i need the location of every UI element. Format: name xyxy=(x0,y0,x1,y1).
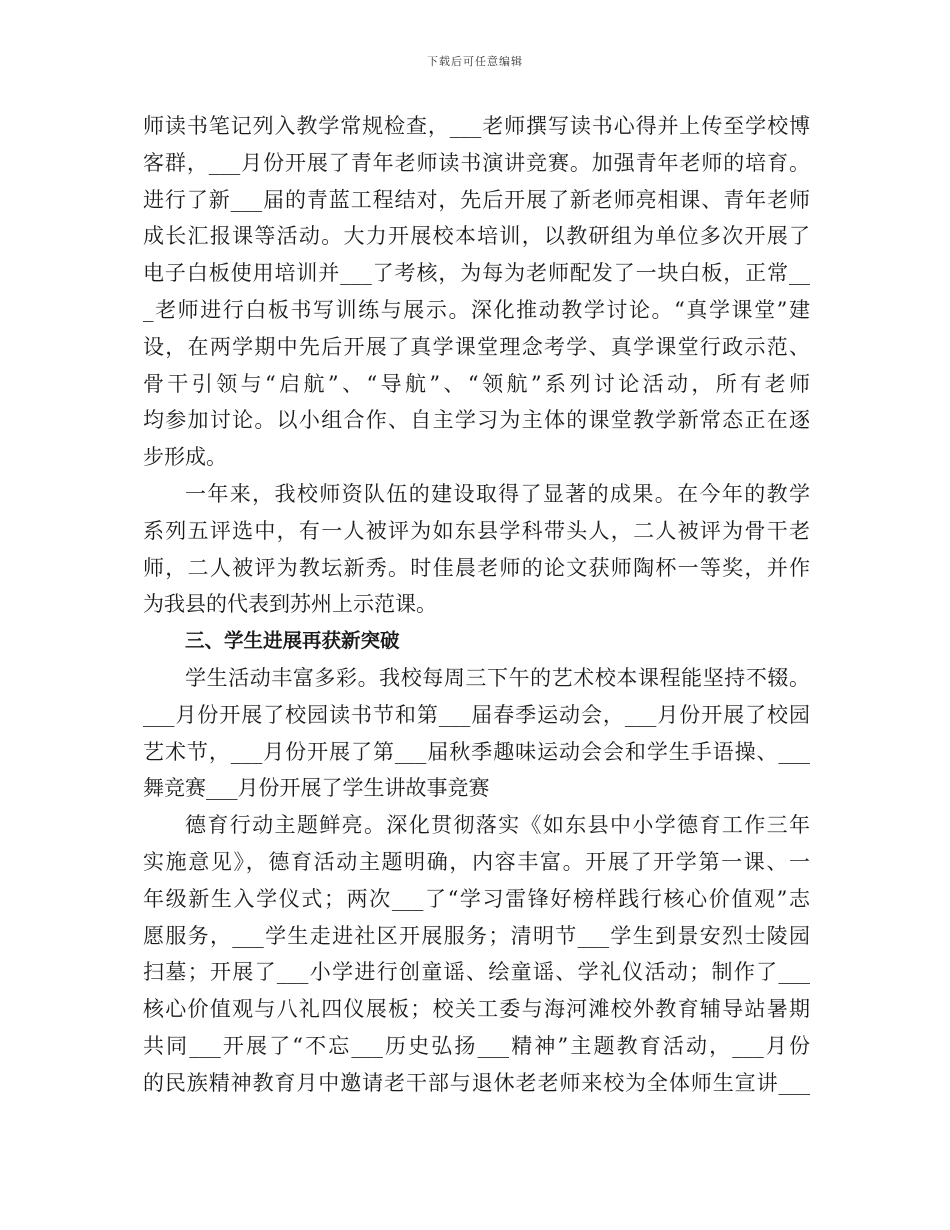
text-line: 共同___开展了“不忘___历史弘扬___精神”主题教育活动，___月份 xyxy=(143,1033,810,1058)
text-line: 的民族精神教育月中邀请老干部与退休老老师来校为全体师生宣讲___ xyxy=(143,1070,810,1095)
paragraph xyxy=(143,476,810,623)
text-line: 扫墓；开展了___小学进行创童谣、绘童谣、学礼仪活动；制作了___ xyxy=(143,960,810,985)
paragraph xyxy=(143,660,810,807)
text-line: 年级新生入学仪式；两次___了“学习雷锋好榜样践行核心价值观”志 xyxy=(143,886,810,911)
paragraph xyxy=(143,108,810,476)
text-line: 核心价值观与八礼四仪展板；校关工委与海河滩校外教育辅导站暑期 xyxy=(143,997,810,1022)
text-line: 学生活动丰富多彩。我校每周三下午的艺术校本课程能坚持不辍。 xyxy=(185,665,810,690)
document-body xyxy=(143,108,810,1102)
text-line: 客群，___月份开展了青年老师读书演讲竞赛。加强青年老师的培育。 xyxy=(143,150,810,175)
text-line: 愿服务，___学生走进社区开展服务；清明节___学生到景安烈士陵园 xyxy=(143,923,810,948)
text-line: _老师进行白板书写训练与展示。深化推动教学讨论。“真学课堂”建 xyxy=(143,297,810,322)
text-line: 为我县的代表到苏州上示范课。 xyxy=(143,592,437,617)
text-line: 设，在两学期中先后开展了真学课堂理念考学、真学课堂行政示范、 xyxy=(143,334,810,359)
text-line: 均参加讨论。以小组合作、自主学习为主体的课堂教学新常态正在逐 xyxy=(143,408,810,433)
text-line: 实施意见》，德育活动主题明确，内容丰富。开展了开学第一课、一 xyxy=(143,849,810,874)
text-line: ___月份开展了校园读书节和第___届春季运动会，___月份开展了校园 xyxy=(143,702,810,727)
text-line: 电子白板使用培训并___了考核，为每为老师配发了一块白板，正常__ xyxy=(143,261,810,286)
text-line: 师读书笔记列入教学常规检查，___老师撰写读书心得并上传至学校博 xyxy=(143,114,810,138)
text-line: 艺术节，___月份开展了第___届秋季趣味运动会会和学生手语操、___ xyxy=(143,739,810,764)
section-heading xyxy=(143,623,810,660)
paragraph xyxy=(143,807,810,1101)
text-line: 师，二人被评为教坛新秀。时佳晨老师的论文获师陶杯一等奖，并作 xyxy=(143,555,810,580)
text-line: 系列五评选中，有一人被评为如东县学科带头人，二人被评为骨干老 xyxy=(143,518,810,543)
text-line: 舞竞赛___月份开展了学生讲故事竞赛 xyxy=(143,776,490,801)
text-line: 德育行动主题鲜亮。深化贯彻落实《如东县中小学德育工作三年 xyxy=(185,813,810,838)
text-line: 一年来，我校师资队伍的建设取得了显著的成果。在今年的教学 xyxy=(185,481,810,506)
text-line: 骨干引领与“启航”、“导航”、“领航”系列讨论活动，所有老师 xyxy=(143,371,810,396)
text-line: 步形成。 xyxy=(143,445,227,470)
text-line: 成长汇报课等活动。大力开展校本培训，以教研组为单位多次开展了 xyxy=(143,224,810,249)
text-line: 三、学生进展再获新突破 xyxy=(185,629,400,653)
text-line: 进行了新___届的青蓝工程结对，先后开展了新老师亮相课、青年老师 xyxy=(143,187,810,212)
page-header: 下载后可任意编辑 xyxy=(427,55,523,68)
